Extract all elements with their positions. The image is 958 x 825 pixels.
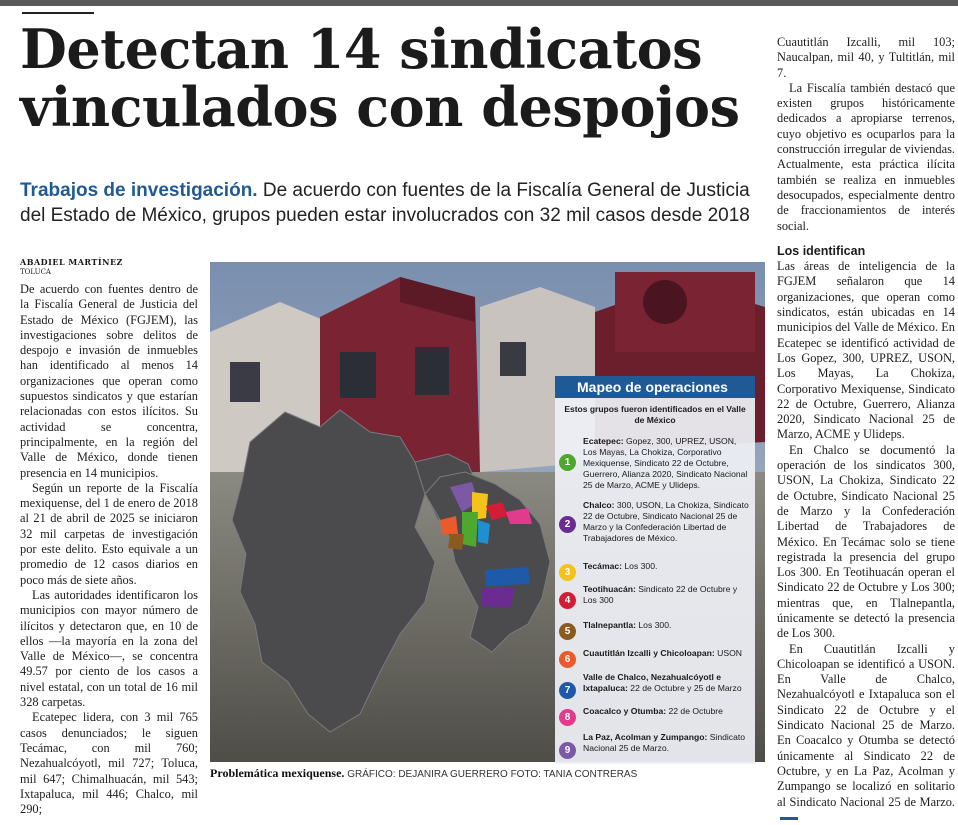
legend-groups: USON xyxy=(714,648,743,658)
legend-item-text xyxy=(583,620,751,631)
map-legend xyxy=(555,376,755,764)
legend-title: Mapeo de operaciones xyxy=(555,376,755,398)
legend-place: La Paz, Acolman y Zumpango: xyxy=(583,732,708,742)
legend-place: Valle de Chalco, Nezahualcóyotl e Ixtapaluca: xyxy=(583,672,722,693)
legend-number-badge: 5 xyxy=(559,623,576,640)
legend-item-text xyxy=(583,672,751,694)
legend-place: Ecatepec: xyxy=(583,436,624,446)
legend-groups: Sindicato 22 de Octubre y Los 300 xyxy=(583,584,738,605)
legend-groups: Sindicato Nacional 25 de Marzo. xyxy=(583,732,746,753)
legend-number-badge: 9 xyxy=(559,742,576,759)
paragraph: La Fiscalía también destacó que existen grupos históricamente dedicados a apropiarse terrenos, cuyo objetivo es ocuparlos para la construcción irregular de viviendas. Actualmente, esta práctica ilícita también se realiza en inmuebles desocupados, especialmente dentro de fraccionamientos de interés social. xyxy=(777,80,955,233)
paragraph: Cuautitlán Izcalli, mil 103; Naucalpan, mil 40, y Tultitlán, mil 7. xyxy=(777,35,955,80)
legend-subtitle: Estos grupos fueron identificados en el Valle de México xyxy=(564,404,746,425)
legend-item-text xyxy=(583,500,751,544)
legend-number-badge: 8 xyxy=(559,709,576,726)
legend-place: Coacalco y Otumba: xyxy=(583,706,667,716)
article-column-1 xyxy=(20,282,198,817)
paragraph: En Chalco se documentó la operación de los sindicatos 300, USON, La Chokiza, Sindicato 22 de Octubre, Sindicato Nacional 25 de Marzo y la Confederación Libertad de Trabajadores de México. En Tecámac solo se tiene registrada la presencia del grupo Los 300. En Teotihuacán operan el Sindicato 22 de Octubre y Los 300; mientras que, en Tlalnepantla, únicamente se detectó la presencia de Los 300. xyxy=(777,442,955,641)
top-rule xyxy=(0,0,958,6)
paragraph: Según un reporte de la Fiscalía mexiquense, del 1 de enero de 2018 al 21 de abril de 2025 se iniciaron 32 mil carpetas de investigación por este delito. Esto equivale a un promedio de 12 casos diarios en poco más de siete años. xyxy=(20,480,198,587)
legend-place: Tlalnepantla: xyxy=(583,620,637,630)
legend-place: Chalco: xyxy=(583,500,615,510)
legend-number-badge: 2 xyxy=(559,516,576,533)
legend-groups: 300, USON, La Chokiza, Sindicato 22 de Octubre, Sindicato Nacional 25 de Marzo y la Confederación Libertad de Trabajadores de México. xyxy=(583,500,749,543)
legend-number-badge: 7 xyxy=(559,682,576,699)
legend-number-badge: 3 xyxy=(559,564,576,581)
headline: Detectan 14 sindicatos vinculados con despojos xyxy=(20,17,740,139)
dateline: TOLUCA xyxy=(20,268,51,276)
end-mark xyxy=(780,817,798,820)
byline: ABADIEL MARTÍNEZ xyxy=(20,257,123,267)
paragraph: Ecatepec lidera, con 3 mil 765 casos denunciados; le siguen Tecámac, con mil 760; Nezahualcóyotl, mil 727; Toluca, mil 647; Chimalhuacán, mil 543; Ixtapaluca, mil 446; Chalco, mil 290; xyxy=(20,710,198,817)
legend-number-badge: 6 xyxy=(559,651,576,668)
legend-item-text xyxy=(583,436,751,491)
legend-groups: 22 de Octubre xyxy=(666,706,723,716)
subheadline xyxy=(20,178,765,228)
paragraph-text: En Cuautitlán Izcalli y Chicoloapan se identificó a USON. En Valle de Chalco, Nezahualcóyotl e Ixtapaluca son el Sindicato 22 de Octubre y el Sindicato Nacional 25 de Marzo. En Coacalco y Otumba se detectó únicamente al Sindicato 22 de Octubre, y en La Paz, Acolman y Zumpango se localizó en solitario al Sindicato Nacional 25 de Marzo. xyxy=(777,641,955,809)
caption-title: Problemática mexiquense. xyxy=(210,766,345,780)
paragraph: Las autoridades identificaron los municipios con mayor número de ilícitos y detectaron que, en 10 de ellos —la mayoría en la zona del Valle de México—, se concentra 49.57 por ciento de los casos a nivel estatal, con un total de 16 mil 328 carpetas. xyxy=(20,587,198,710)
legend-groups: 22 de Octubre y 25 de Marzo xyxy=(627,683,742,693)
legend-item-text xyxy=(583,648,751,659)
legend-place: Teotihuacán: xyxy=(583,584,636,594)
legend-item-text xyxy=(583,732,751,754)
paragraph: De acuerdo con fuentes dentro de la Fiscalía General de Justicia del Estado de México (FGJEM), las investigaciones sobre delitos de despojo e invasión de inmuebles han identificado al menos 14 organizaciones que operan como supuestos sindicatos y que estarían relacionadas con estos ilícitos. Su actividad se concentra, principalmente, en la región del Valle de México, donde tienen presencia en 14 municipios. xyxy=(20,282,198,480)
legend-groups: Gopez, 300, UPREZ, USON, Los Mayas, La Chokiza, Corporativo Mexiquense, Sindicato 22 de Octubre, Guerrero, Alianza 2020, Sindicato Nacional 25 de Marzo, ACME y Ulideps. xyxy=(583,436,748,490)
article-column-3 xyxy=(777,35,955,825)
legend-item-text xyxy=(583,706,751,717)
figure-caption xyxy=(210,766,765,781)
legend-item-text xyxy=(583,584,751,606)
legend-place: Cuautitlán Izcalli y Chicoloapan: xyxy=(583,648,715,658)
legend-number-badge: 4 xyxy=(559,592,576,609)
legend-place: Tecámac: xyxy=(583,561,623,571)
legend-number-badge: 1 xyxy=(559,454,576,471)
section-heading: Los identifican xyxy=(777,243,866,258)
paragraph: Las áreas de inteligencia de la FGJEM señalaron que 14 organizaciones, que operan como sindicatos, están ubicadas en 14 municipios del Valle de México. En Ecatepec se identificó actividad de Los Gopez, 300, UPREZ, USON, Los Mayas, La Chokiza, Corporativo Mexiquense, Sindicato 22 de Octubre, Guerrero, Alianza 2020, Sindicato Nacional 25 de Marzo, ACME y Ulideps. xyxy=(777,259,955,442)
subheadline-text: De acuerdo con fuentes de la Fiscalía General de Justicia del Estado de México, grupos pueden estar involucrados con 32 mil casos desde 2018 xyxy=(20,180,750,226)
paragraph xyxy=(777,642,955,825)
legend-groups: Los 300. xyxy=(622,561,658,571)
caption-credit: GRÁFICO: DEJANIRA GUERRERO FOTO: TANIA CONTRERAS xyxy=(344,769,638,780)
legend-item-text xyxy=(583,561,751,572)
legend-groups: Los 300. xyxy=(636,620,672,630)
section-accent xyxy=(22,12,94,14)
subheadline-lead: Trabajos de investigación. xyxy=(20,180,258,201)
